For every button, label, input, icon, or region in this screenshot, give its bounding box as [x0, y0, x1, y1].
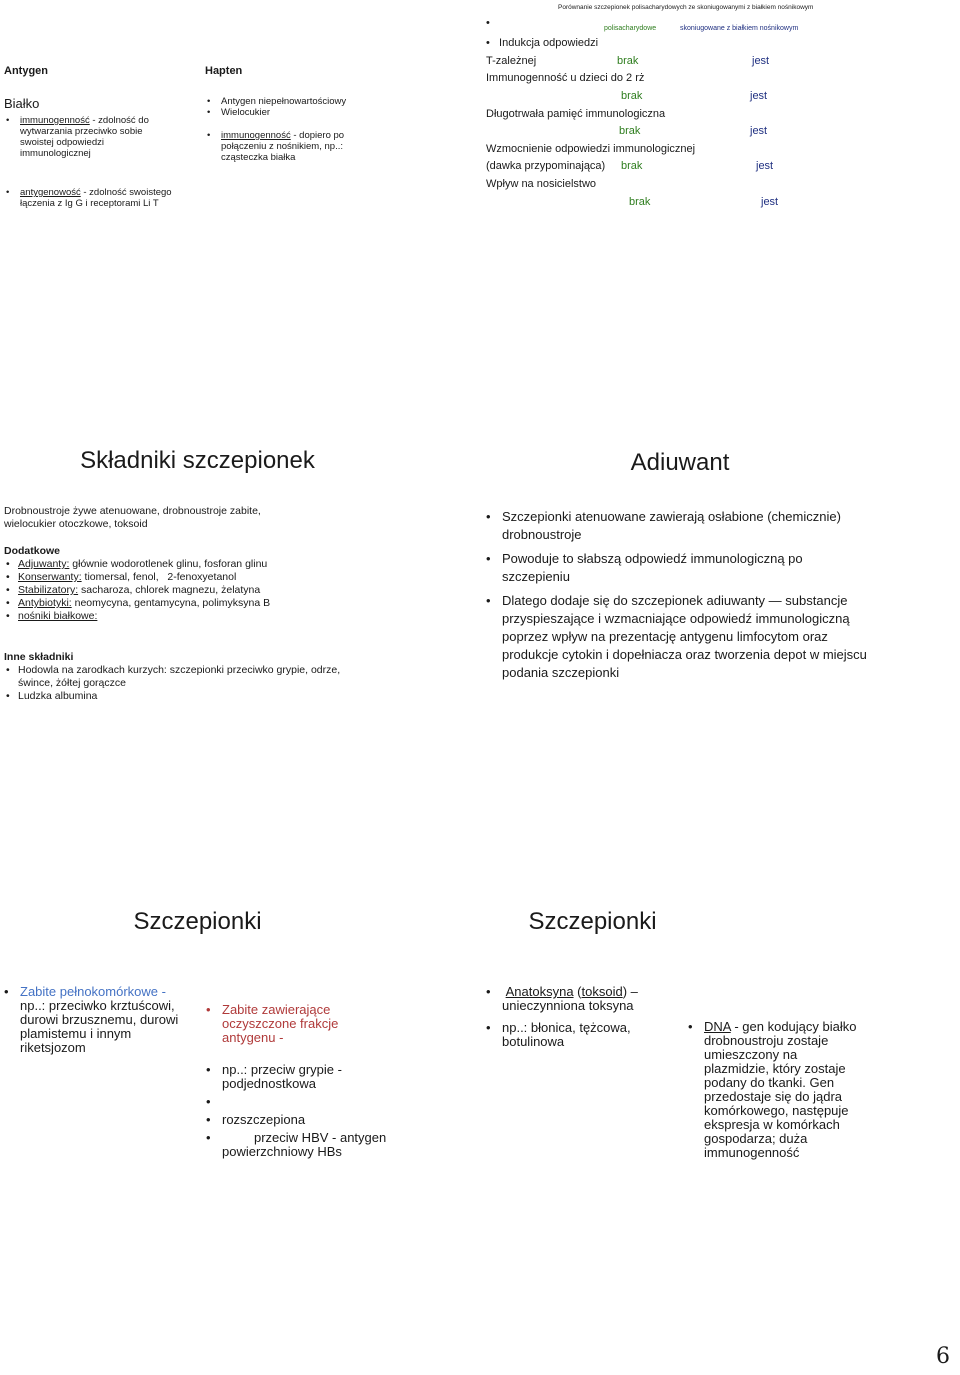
row-label: Immunogenność u dzieci do 2 rż — [486, 72, 645, 84]
term: Anatoksyna — [505, 984, 574, 999]
bialko-heading: Białko — [4, 96, 40, 111]
term: DNA — [704, 1019, 731, 1034]
dodatkowe-heading: Dodatkowe — [4, 545, 61, 557]
bullet-dot: • — [486, 17, 490, 29]
anatoksyna-list — [484, 985, 674, 1049]
value-a: brak — [621, 160, 643, 172]
dna-list — [686, 1020, 861, 1160]
text: - zdolność swoistego łączenia z Ig G i receptorami Li T — [20, 187, 172, 209]
list-item: • Dlatego dodaje się do szczepionek adiuwanty — substancje przyspieszające i wzmacniające odpowiedź immunologiczną poprzez wpływ na prezentację antygenu limfocytom oraz produkcje cytokin i dopełniacza oraz tworzenia depot w miejscu podania szczepionki — [484, 592, 869, 682]
term: Konserwanty: — [18, 571, 82, 583]
hapten-heading: Hapten — [205, 65, 243, 77]
inne-heading: Inne składniki — [4, 651, 74, 663]
list-item — [4, 571, 384, 584]
value-b: jest — [756, 160, 774, 172]
table-row — [486, 160, 605, 173]
text: gen kodujący białko drobnoustroju zostaje umieszczony na plazmidzie, który zostaje podany do tkanki. Gen przedostaje się do jądra komórkowego, następuje ekspresja w komórkach gospodarza; duża immunogenność — [704, 1019, 857, 1160]
slide-title: Składniki szczepionek — [80, 447, 315, 474]
value-a: brak — [629, 196, 651, 208]
list-item — [2, 985, 187, 1055]
term: Stabilizatory: — [18, 584, 79, 596]
text: przeciw HBV - antygen powierzchniowy HBs — [222, 1130, 387, 1159]
term: Antybiotyki: — [18, 597, 72, 609]
value-b: jest — [750, 125, 768, 137]
list-item — [4, 558, 384, 571]
value-b: jest — [752, 55, 770, 67]
list-item: • Powoduje to słabszą odpowiedź immunologiczną po szczepieniu — [484, 550, 869, 586]
bialko-list — [4, 115, 169, 159]
lead: Zabite pełnokomórkowe - — [20, 984, 166, 999]
list-item — [4, 115, 169, 159]
slide-antygen — [0, 0, 470, 230]
list-item: • Hodowla na zarodkach kurzych: szczepionki przeciwko grypie, odrze, śwince, żółtej gorączce — [4, 664, 364, 690]
term: nośniki białkowe: — [18, 610, 98, 622]
list-item: • rozszczepiona — [204, 1113, 394, 1127]
slide-title: Szczepionki — [528, 908, 657, 935]
slide-title: Adiuwant — [630, 449, 730, 476]
text: głównie wodorotlenek glinu, fosforan glinu — [69, 558, 268, 570]
text: np..: przeciwko krztuścowi, durowi brzusznemu, durowi plamistemu i innym riketsjozom — [20, 998, 179, 1055]
text: sacharoza, chlorek magnezu, żelatyna — [78, 584, 261, 596]
list-item — [204, 1095, 394, 1109]
list-item: • np..: błonica, tężcowa, botulinowa — [484, 1021, 674, 1049]
antygen-heading: Antygen — [4, 65, 48, 77]
list-item: • DNA - gen kodujący białko drobnoustroju zostaje umieszczony na plazmidzie, który zostaje podany do tkanki. Gen przedostaje się do jądra komórkowego, następuje ekspresja w komórkach gospodarza; duża immunogenność — [686, 1020, 861, 1160]
term: Adjuwanty: — [18, 558, 70, 570]
list-item: • Antygen niepełnowartościowy — [205, 96, 370, 107]
list-item: • Anatoksyna (toksoid) – unieczynniona toksyna — [484, 985, 674, 1013]
inne-list — [4, 664, 364, 703]
row-label: T-zależnej — [486, 55, 537, 67]
table-row — [486, 143, 695, 156]
column-header-skoniugowane: skoniugowane z białkiem nośnikowym — [680, 25, 799, 32]
list-item: • Ludzka albumina — [4, 690, 364, 703]
value-a: brak — [621, 90, 643, 102]
adiuwant-list — [484, 508, 869, 688]
table-row — [486, 72, 644, 85]
list-item: • Wielocukier — [205, 107, 370, 118]
induction-text: Indukcja odpowiedzi — [499, 37, 599, 49]
text: tiomersal, fenol, 2-fenoxyetanol — [81, 571, 237, 583]
row-label: Długotrwała pamięć immunologiczna — [486, 108, 666, 120]
row-label: Wzmocnienie odpowiedzi immunologicznej — [486, 143, 696, 155]
value-a: brak — [619, 125, 641, 137]
list-item — [4, 187, 189, 209]
induction-label — [486, 37, 598, 50]
term-alt: toksoid — [581, 984, 623, 999]
dodatkowe-list — [4, 558, 384, 623]
page-number: 6 — [936, 1344, 950, 1369]
table-row — [486, 178, 596, 191]
list-item: • Zabite zawierające oczyszczone frakcje antygenu - — [204, 1003, 394, 1045]
term: immunogenność — [221, 130, 291, 141]
slide-top-title: Porównanie szczepionek polisacharydowych ze skoniugowanymi z białkiem nośnikowym — [558, 4, 814, 11]
list-item: • Szczepionki atenuowane zawierają osłabione (chemicznie) drobnoustroje — [484, 508, 869, 544]
list-item — [204, 1131, 394, 1159]
value-b: jest — [761, 196, 779, 208]
slide-skladniki — [0, 440, 470, 740]
table-row — [486, 108, 665, 121]
value-a: brak — [617, 55, 639, 67]
table-row — [486, 55, 536, 68]
slide-adiuwant — [480, 440, 960, 740]
value-b: jest — [750, 90, 768, 102]
slide-szczepionki-2 — [480, 900, 960, 1180]
slide-szczepionki-1 — [0, 900, 470, 1180]
row-label: (dawka przypominająca) — [486, 160, 606, 172]
text: - dopiero po połączeniu z nośnikiem, np..: cząsteczka białka — [221, 130, 345, 163]
hapten-list — [205, 96, 370, 163]
term: immunogenność — [20, 115, 90, 126]
list-item: • np..: przeciw grypie - podjednostkowa — [204, 1063, 394, 1091]
bialko-list-2 — [4, 187, 189, 209]
text: neomycyna, gentamycyna, polimyksyna B — [71, 597, 271, 609]
slide-title: Szczepionki — [133, 908, 262, 935]
text: unieczynniona toksyna — [502, 998, 634, 1013]
list-item — [4, 610, 384, 623]
term: antygenowość — [20, 187, 81, 198]
intro-text: Drobnoustroje żywe atenuowane, drobnoustroje zabite, wielocukier otoczkowe, toksoid — [4, 505, 261, 530]
text: - zdolność do wytwarzania przeciwko sobie swoistej odpowiedzi immunologicznej — [20, 115, 149, 159]
list-item — [4, 597, 384, 610]
frakcje-list — [204, 1003, 394, 1159]
column-header-polisacharydowe: polisacharydowe — [604, 25, 657, 32]
list-item — [205, 130, 370, 163]
row-label: Wpływ na nosicielstwo — [486, 178, 597, 190]
bullet: • — [486, 37, 500, 49]
list-item — [4, 584, 384, 597]
zabite-list — [2, 985, 187, 1055]
slide-porownanie — [480, 0, 960, 230]
